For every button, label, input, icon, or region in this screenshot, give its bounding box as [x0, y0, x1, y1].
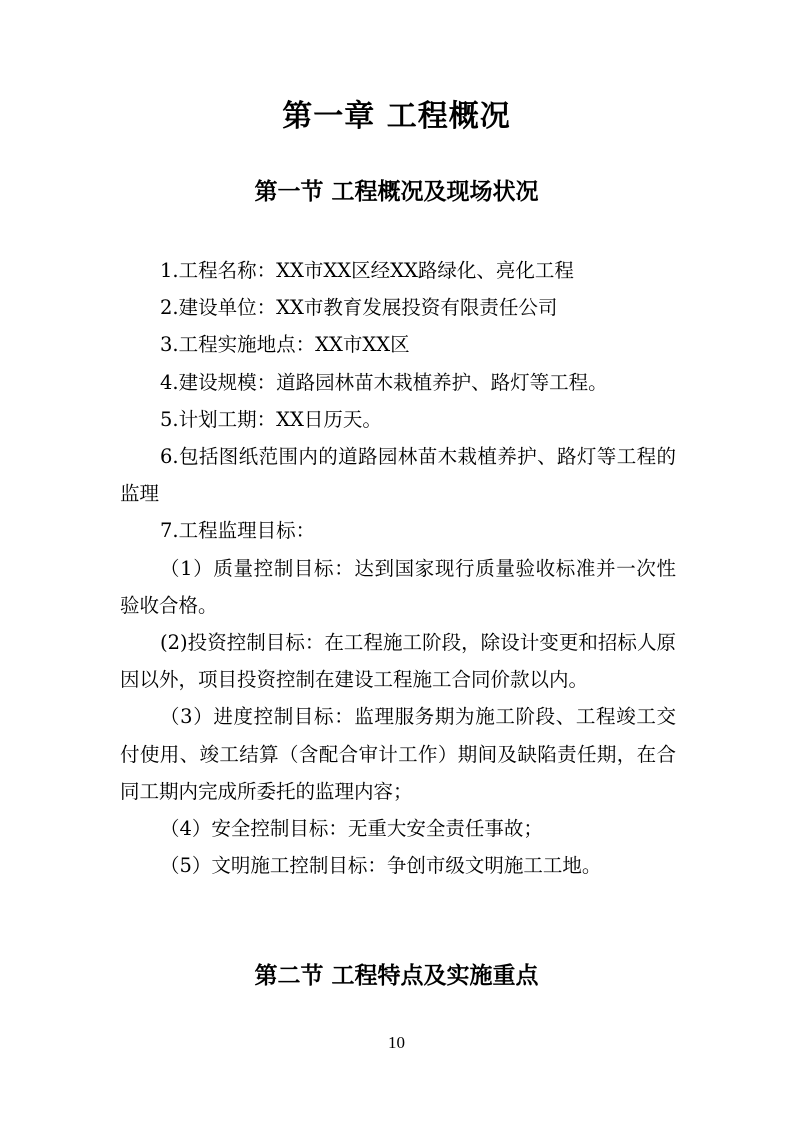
paragraph-project-name: 1.工程名称：XX市XX区经XX路绿化、亮化工程	[160, 259, 574, 282]
paragraph-scale: 4.建设规模：道路园林苗木栽植养护、路灯等工程。	[160, 370, 608, 394]
section-body	[120, 252, 676, 884]
paragraph-schedule-goal: （3）进度控制目标：监理服务期为施工阶段、工程竣工交付使用、竣工结算（含配合审计工作）期间及缺陷责任期，在合同工期内完成所委托的监理内容；	[120, 705, 676, 803]
paragraph-duration: 5.计划工期：XX日历天。	[160, 407, 382, 431]
chapter-title: 第一章 工程概况	[282, 99, 511, 134]
paragraph-location: 3.工程实施地点：XX市XX区	[160, 333, 410, 357]
paragraph-quality-goal: （1）质量控制目标：达到国家现行质量验收标准并一次性验收合格。	[120, 556, 676, 617]
paragraph-scope: 6.包括图纸范围内的道路园林苗木栽植养护、路灯等工程的监理	[120, 445, 676, 506]
section-title-1: 第一节 工程概况及现场状况	[254, 179, 539, 205]
paragraph-civilized-goal: （5）文明施工控制目标：争创市级文明施工工地。	[160, 854, 602, 878]
page-number: 10	[388, 1033, 405, 1052]
paragraph-owner: 2.建设单位：XX市教育发展投资有限责任公司	[160, 296, 558, 320]
section-title-2: 第二节 工程特点及实施重点	[254, 963, 539, 989]
paragraph-investment-goal: (2)投资控制目标：在工程施工阶段，除设计变更和招标人原因以外，项目投资控制在建设工程施工合同价款以内。	[120, 631, 676, 692]
paragraph-goals-heading: 7.工程监理目标：	[160, 519, 316, 543]
paragraph-safety-goal: （4）安全控制目标：无重大安全责任事故；	[160, 817, 543, 841]
